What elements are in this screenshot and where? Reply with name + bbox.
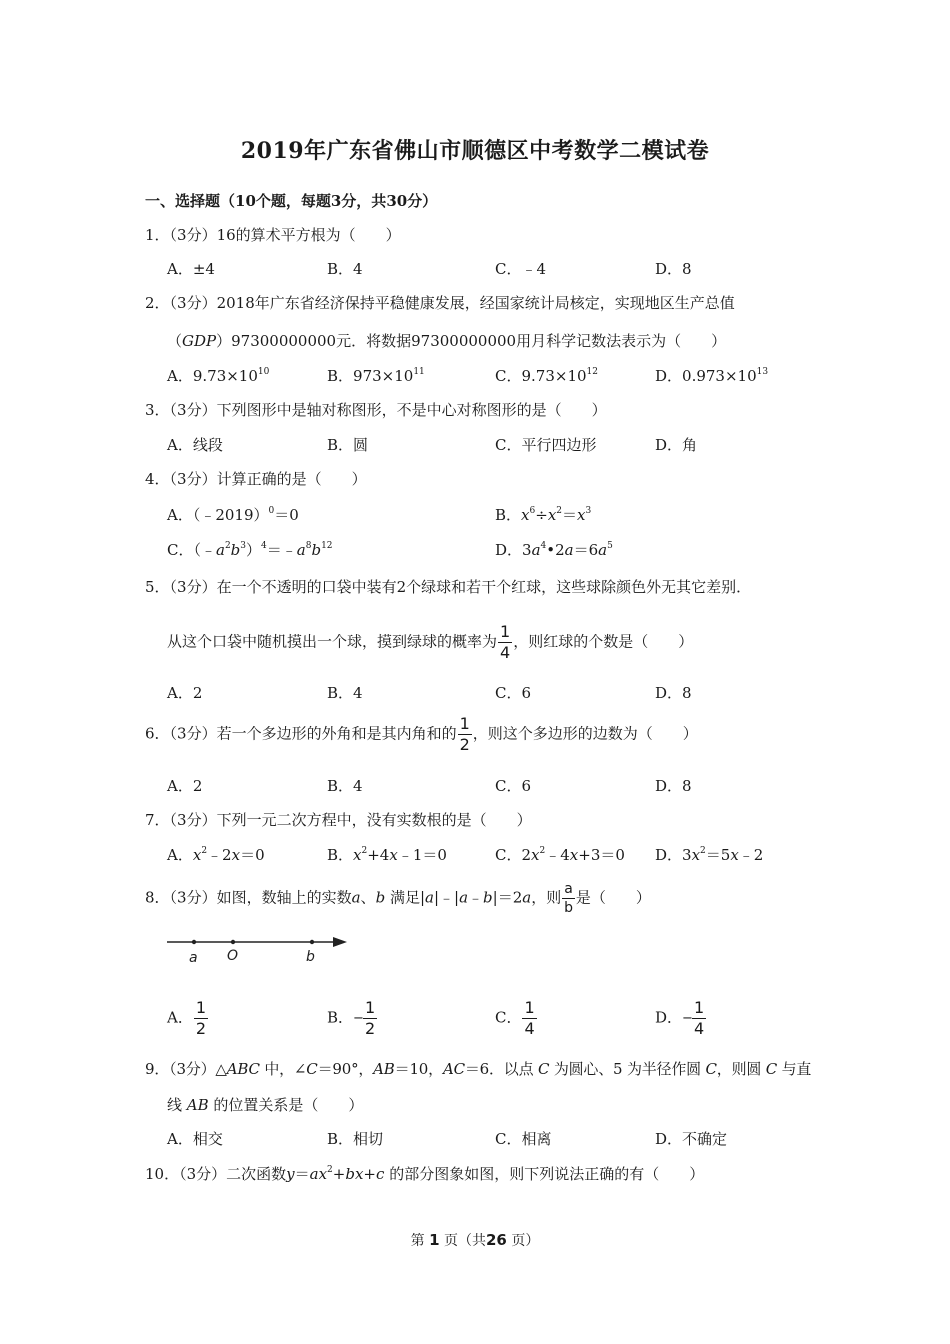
q5-option-a: A．2 (167, 684, 203, 702)
q7-option-c: C．$2x^2﹣4x+3=0$ (495, 846, 625, 864)
point-a (192, 940, 196, 944)
question-9-line-1: 9．（3分）△ABC 中，∠C＝90°，AB＝10，AC＝6．以点 C 为圆心、5 为半径作圆 C，则圆 C 与直 (145, 1060, 812, 1078)
q4-option-a: A．（﹣2019）$^0$＝0 (167, 506, 299, 524)
q6-option-c: C．6 (495, 777, 532, 795)
q5-option-c: C．6 (495, 684, 532, 702)
question-5-line-1: 5．（3分）在一个不透明的口袋中装有2个绿球和若干个红球，这些球除颜色外无其它差别． (145, 578, 752, 596)
q8-option-a: A． $\frac{1}{2}$ (167, 998, 207, 1038)
question-7: 7．（3分）下列一元二次方程中，没有实数根的是（ ） (145, 811, 532, 829)
q6-option-b: B．4 (327, 777, 363, 795)
question-6: 6．（3分）若一个多边形的外角和是其内角和的 $\frac{1}{2}$ ，则这个多边形的边数为（ ） (145, 714, 698, 754)
page-footer: 第 1 页（共26 页） (410, 1231, 540, 1249)
label-origin: O (227, 948, 239, 964)
question-2-line-2: （GDP）97300000000元．将数据97300000000用月科学记数法表示为（ ） (167, 332, 727, 350)
question-4: 4．（3分）计算正确的是（ ） (145, 470, 367, 488)
q4-option-c: C．$(﹣a^2b^3)^4=﹣a^8b^{12}$ (167, 541, 333, 559)
q3-option-b: B．圆 (327, 436, 369, 454)
q6-option-a: A．2 (167, 777, 203, 795)
q1-option-c: C．﹣4 (495, 260, 547, 278)
q1-option-d: D．8 (655, 260, 692, 278)
q9-option-a: A．相交 (167, 1130, 223, 1148)
q8-option-d: D．− $\frac{1}{4}$ (655, 998, 705, 1038)
q7-option-a: A．$x^2﹣2x=0$ (167, 846, 265, 864)
q3-option-c: C．平行四边形 (495, 436, 597, 454)
q5-option-d: D．8 (655, 684, 692, 702)
question-9-line-2: 线 AB 的位置关系是（ ） (167, 1096, 364, 1114)
fraction-one-half: $\frac{1}{2}$ (459, 714, 470, 754)
q6-option-d: D．8 (655, 777, 692, 795)
q9-option-c: C．相离 (495, 1130, 552, 1148)
q3-option-d: D．角 (655, 436, 698, 454)
point-b (310, 940, 314, 944)
section-heading: 一、选择题（10个题，每题3分，共30分） (145, 192, 438, 210)
q2-option-c: C．$9.73\times 10^{12}$ (495, 367, 598, 385)
question-10: 10．（3分）二次函数$y=ax^2+bx+c$ 的部分图象如图，则下列说法正确的有（ ） (145, 1165, 705, 1183)
question-2-line-1: 2．（3分）2018年广东省经济保持平稳健康发展，经国家统计局核定，实现地区生产总值 (145, 294, 735, 312)
label-b: b (306, 949, 315, 965)
q4-option-d: D．$3a^4•2a=6a^5$ (495, 541, 613, 559)
label-a: a (189, 950, 198, 966)
q1-option-b: B．4 (327, 260, 363, 278)
question-5-line-2: 从这个口袋中随机摸出一个球，摸到绿球的概率为 $\frac{1}{4}$ ，则红球的个数是（ ） (167, 622, 694, 662)
question-8: 8．（3分）如图，数轴上的实数a、b 满足|a|﹣|a﹣b|＝2a，则 $\frac{a}{b}$ 是（ ） (145, 881, 651, 916)
number-line-figure (167, 930, 357, 968)
q5-option-b: B．4 (327, 684, 363, 702)
q8-option-c: C． $\frac{1}{4}$ (495, 998, 535, 1038)
q9-option-d: D．不确定 (655, 1130, 728, 1148)
q8-option-b: B．− $\frac{1}{2}$ (327, 998, 376, 1038)
number-line-arrow-icon (333, 937, 347, 947)
question-3: 3．（3分）下列图形中是轴对称图形，不是中心对称图形的是（ ） (145, 401, 607, 419)
q2-option-d: D．$0.973\times 10^{13}$ (655, 367, 769, 385)
q9-option-b: B．相切 (327, 1130, 384, 1148)
q7-option-d: D．$3x^2=5x﹣2$ (655, 846, 764, 864)
page-title: 2019年广东省佛山市顺德区中考数学二模试卷 (240, 138, 710, 164)
q7-option-b: B．$x^2+4x﹣1=0$ (327, 846, 447, 864)
fraction-one-quarter: $\frac{1}{4}$ (500, 622, 511, 662)
q3-option-a: A．线段 (167, 436, 223, 454)
point-origin (231, 940, 235, 944)
question-1: 1．（3分）16的算术平方根为（ ） (145, 226, 401, 244)
fraction-a-over-b: $\frac{a}{b}$ (564, 881, 573, 916)
q2-option-a: A．$9.73\times 10^{10}$ (167, 367, 270, 385)
q4-option-b: B．$x^6\div x^2=x^3$ (495, 506, 592, 524)
q2-option-b: B．$973\times 10^{11}$ (327, 367, 425, 385)
q1-option-a: A．±4 (167, 260, 215, 278)
